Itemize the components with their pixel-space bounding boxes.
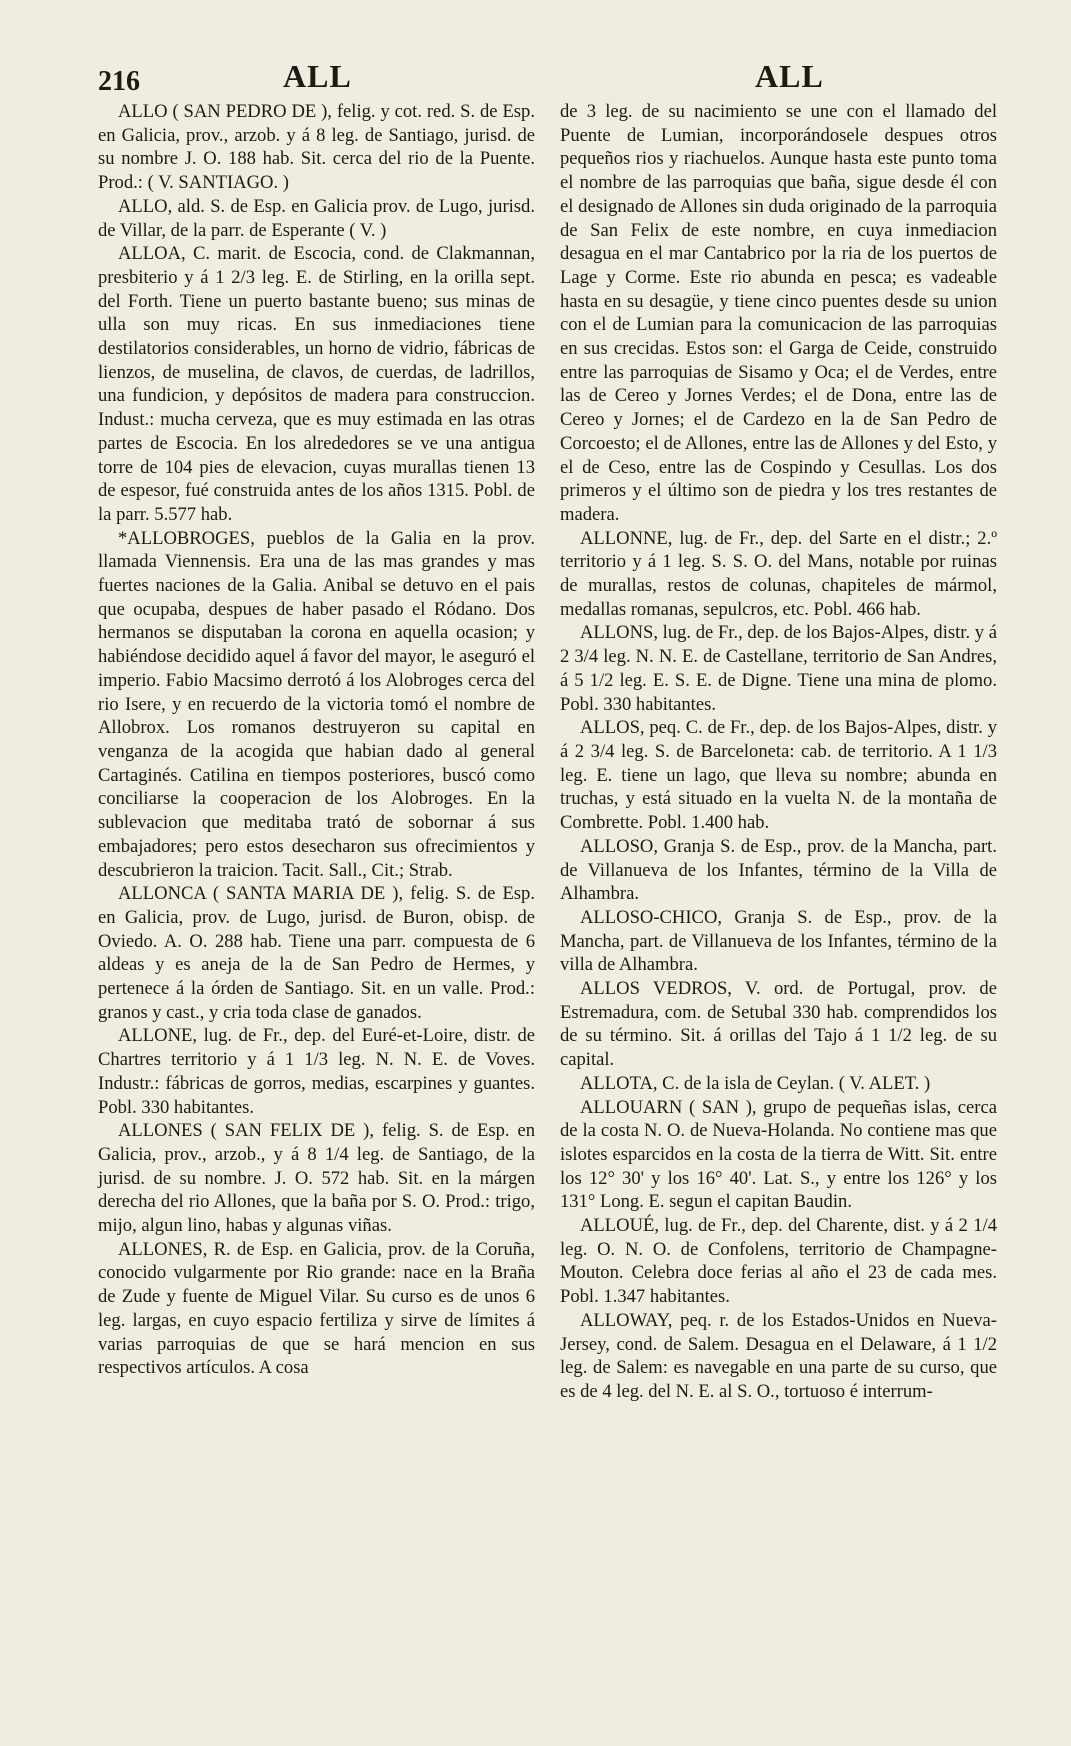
entry-alloa: ALLOA, C. marit. de Escocia, cond. de Clakmannan, presbiterio y á 1 2/3 leg. E. de Stirling, en la orilla sept. del Forth. Tiene un puerto bastante bueno; sus minas de ulla son muy ricas. En sus inmediaciones tiene destilatorios considerables, un horno de vidrio, fábricas de lienzos, de muselina, de clavos, de cuerdas, de ladrillos, una fundicion, y depósitos de madera para construccion. Indust.: mucha cerveza, que es muy estimada en las otras partes de Escocia. En los alrededores se ve una antigua torre de 104 pies de elevacion, cuyas murallas tienen 13 de espesor, fué construida antes de los años 1315. Pobl. de la parr. 5.577 hab. — [98, 243, 535, 525]
entry-allobroges: *ALLOBROGES, pueblos de la Galia en la prov. llamada Viennensis. Era una de las mas grandes y mas fuertes naciones de la Galia. Anibal se detuvo en el pais que ocupaba, despues de haber pasado el Ródano. Dos hermanos se disputaban la corona en aquella ocasion; y habiéndose decidido aquel á favor del mayor, le aseguró el imperio. Fabio Macsimo derrotó á los Alobroges cerca del rio Isere, y en recuerdo de la victoria tomó el nombre de Allobrox. Los romanos destruyeron su capital en venganza de la acogida que habian dado al general Cartaginés. Catilina en tiempos posteriores, buscó como conciliarse la cooperacion de los Alobroges. En la sublevacion que meditaba trató de sobornar á sus embajadores; pero estos desecharon sus ofrecimientos y descubrieron la traicion. Tacit. Sall., Cit.; Strab. — [98, 527, 535, 881]
entry-alloway: ALLOWAY, peq. r. de los Estados-Unidos en Nueva-Jersey, cond. de Salem. Desagua en el Delaware, á 1 1/2 leg. de Salem: es navegable en una parte de su curso, que es de 4 leg. del N. E. al S. O., tortuoso é interrum- — [560, 1309, 997, 1402]
entry-allonca: ALLONCA ( SANTA MARIA DE ), felig. S. de Esp. en Galicia, prov. de Lugo, jurisd. de Buron, obisp. de Oviedo. A. O. 288 hab. Tiene una parr. compuesta de 6 aldeas y es aneja de la de San Pedro de Hermes, y pertenece á la órden de Santiago. Sit. en un valle. Prod.: granos y cast., y cria toda clase de ganados. — [98, 883, 535, 1023]
entry-allones-rio-continued: de 3 leg. de su nacimiento se une con el llamado del Puente de Lumian, incorporándosele despues otros pequeños rios y riachuelos. Aunque hasta este punto toma el nombre de las parroquias que baña, sigue desde él con el designado de Allones sin duda originado de la parroquia de San Felix de este nombre, en cuya inmediacion desagua en el mar Cantabrico por la ria de los puertos de Lage y Corme. Este rio abunda en pesca; es vadeable hasta en su desagüe, y tiene cinco puentes desde su union con el de Lumian para la comunicacion de las parroquias en sus crecidas. Estos son: el Garga de Ceide, construido entre las parroquias de Sisamo y Oca; el de Verdes, entre las de Cereo y Jornes Verdes; el de Dona, entre las de Cereo y Jornes; el de Cardezo en la de San Pedro de Corcoesto; el de Allones, entre las de Allones y del Esto, y el de Ceso, entre las de Cospindo y Cesullas. Los dos primeros y el último son de piedra y los tres restantes de madera. — [560, 101, 997, 525]
entry-allota: ALLOTA, C. de la isla de Ceylan. ( V. ALET. ) — [580, 1072, 931, 1094]
entry-allos: ALLOS, peq. C. de Fr., dep. de los Bajos-Alpes, distr. y á 2 3/4 leg. S. de Barceloneta: cab. de territorio. A 1 1/3 leg. E. tiene un lago, que lleva su nombre; abunda en truchas, y está situado en la vuelta N. de la montaña de Combrette. Pobl. 1.400 hab. — [560, 717, 997, 834]
entry-allo-aldea: ALLO, ald. S. de Esp. en Galicia prov. de Lugo, jurisd. de Villar, de la parr. de Esperante ( V. ) — [98, 195, 535, 241]
entry-allo-san-pedro: ALLO ( SAN PEDRO DE ), felig. y cot. red. S. de Esp. en Galicia, prov., arzob. y á 8 leg. de Santiago, jurisd. de su nombre J. O. 188 hab. Sit. cerca del rio de la Puente. Prod.: ( V. SANTIAGO. ) — [98, 101, 535, 194]
running-head-right: ALL — [755, 58, 824, 94]
running-head-left: ALL — [283, 58, 352, 94]
entry-allouarn: ALLOUARN ( SAN ), grupo de pequeñas islas, cerca de la costa N. O. de Nueva-Holanda. No contiene mas que islotes esparcidos en la costa de la tierra de Witt. Sit. entre los 12° 30' y los 16° 40'. Lat. S., y entre los 126° y los 131° Long. E. segun el capitan Baudin. — [560, 1096, 997, 1213]
entry-allone: ALLONE, lug. de Fr., dep. del Euré-et-Loire, distr. de Chartres territorio y á 1 1/3 leg. N. N. E. de Voves. Industr.: fábricas de gorros, medias, escarpines y guantes. Pobl. 330 habitantes. — [98, 1025, 535, 1118]
entry-allones-san-felix: ALLONES ( SAN FELIX DE ), felig. S. de Esp. en Galicia, prov., arzob., y á 8 1/4 leg. de Santiago, de la jurisd. de su nombre. J. O. 572 hab. Sit. en la márgen derecha del rio Allones, que la baña por S. O. Prod.: trigo, mijo, algun lino, habas y algunas viñas. — [98, 1120, 535, 1237]
right-column — [560, 100, 997, 1404]
left-column — [98, 100, 535, 1380]
entry-alloue: ALLOUÉ, lug. de Fr., dep. del Charente, dist. y á 2 1/4 leg. O. N. O. de Confolens, territorio de Champagne-Mouton. Celebra doce ferias al año el 23 de cada mes. Pobl. 1.347 habitantes. — [560, 1215, 997, 1308]
entry-allonne: ALLONNE, lug. de Fr., dep. del Sarte en el distr.; 2.º territorio y á 1 leg. S. S. O. del Mans, notable por ruinas de murallas, restos de colunas, chapiteles de mármol, medallas romanas, sepulcros, etc. Pobl. 466 hab. — [560, 527, 997, 620]
entry-allos-vedros: ALLOS VEDROS, V. ord. de Portugal, prov. de Estremadura, com. de Setubal 330 hab. comprendidos los de su término. Sit. á orillas del Tajo á 1 1/2 leg. de su capital. — [560, 978, 997, 1071]
page-number: 216 — [98, 66, 140, 97]
entry-allones-rio: ALLONES, R. de Esp. en Galicia, prov. de la Coruña, conocido vulgarmente por Rio grande: nace en la Braña de Zude y fuente de Miguel Vilar. Su curso es de unos 6 leg. largas, en cuyo espacio fertiliza y sirve de límites á varias parroquias de que se hará mencion en sus respectivos artículos. A cosa — [98, 1238, 535, 1379]
entry-allons: ALLONS, lug. de Fr., dep. de los Bajos-Alpes, distr. y á 2 3/4 leg. N. N. E. de Castellane, territorio de San Andres, á 5 1/2 leg. E. S. E. de Digne. Tiene una mina de plomo. Pobl. 330 habitantes. — [560, 622, 997, 715]
entry-alloso-chico: ALLOSO-CHICO, Granja S. de Esp., prov. de la Mancha, part. de Villanueva de los Infantes, término de la villa de Alhambra. — [560, 906, 997, 976]
entry-alloso: ALLOSO, Granja S. de Esp., prov. de la Mancha, part. de Villanueva de los Infantes, término de la Villa de Alhambra. — [560, 835, 997, 905]
